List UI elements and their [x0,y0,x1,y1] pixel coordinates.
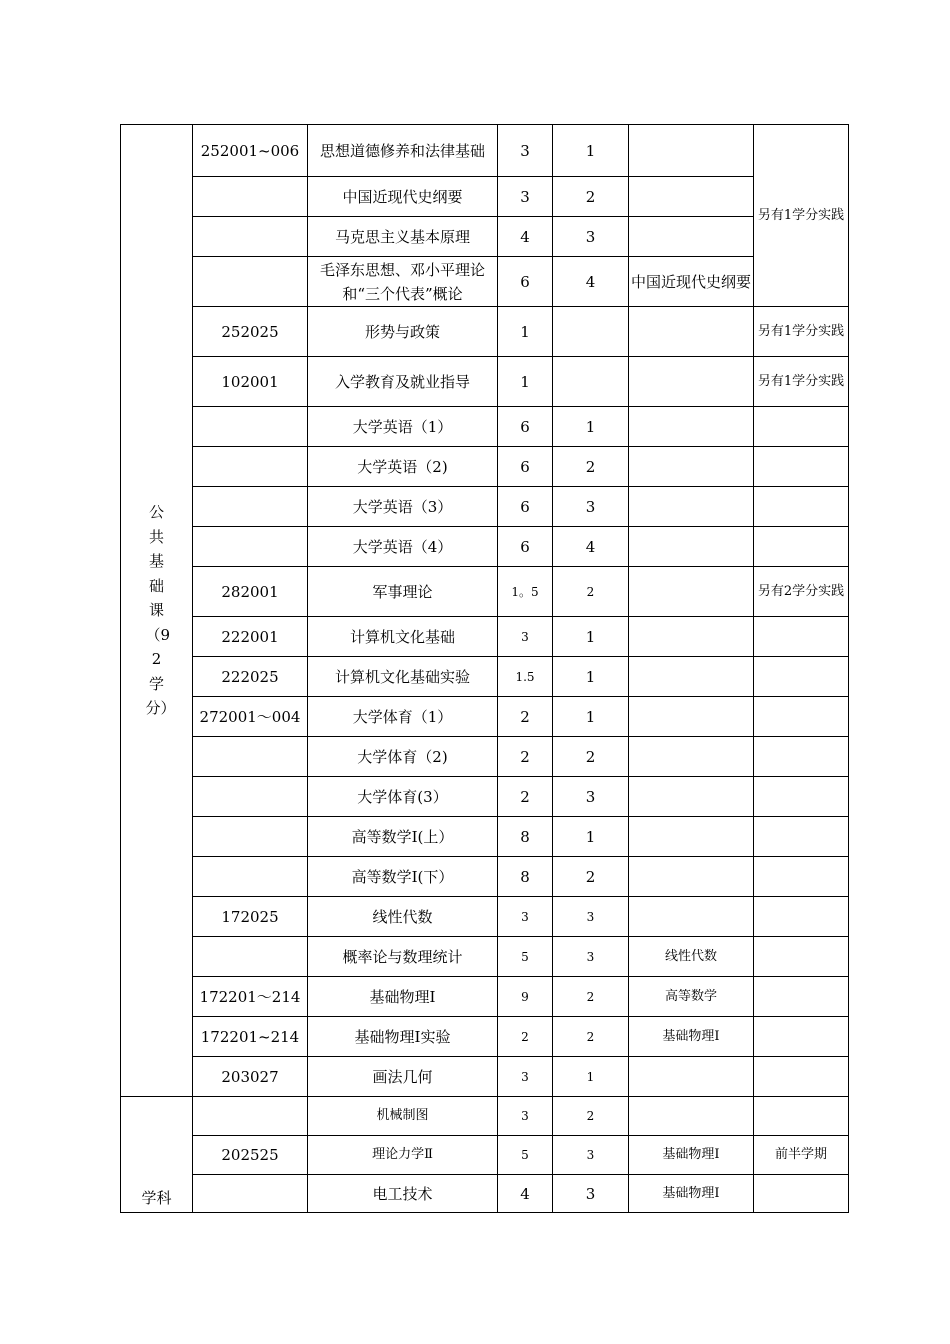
table-row [121,1136,849,1175]
course-name: 大学英语（2) [308,447,498,487]
course-code [193,777,308,817]
course-semester: 3 [553,217,629,257]
course-semester: 1 [553,617,629,657]
course-prereq [629,697,754,737]
course-credits: 6 [498,447,553,487]
course-code: 172025 [193,897,308,937]
course-code [193,817,308,857]
course-name: 形势与政策 [308,307,498,357]
course-semester: 4 [553,257,629,307]
course-semester: 2 [553,1097,629,1136]
table-row [121,777,849,817]
course-note [754,527,849,567]
course-credits: 2 [498,737,553,777]
course-credits: 6 [498,257,553,307]
table-row [121,527,849,567]
course-code: 172201~214 [193,1017,308,1057]
course-semester: 3 [553,777,629,817]
course-code: 282001 [193,567,308,617]
course-credits: 3 [498,1097,553,1136]
course-name: 计算机文化基础 [308,617,498,657]
course-prereq: 线性代数 [629,937,754,977]
course-name: 军事理论 [308,567,498,617]
course-prereq: 基础物理Ⅰ [629,1136,754,1175]
table-row [121,617,849,657]
course-code: 222001 [193,617,308,657]
table-row [121,217,849,257]
course-name: 大学体育（1） [308,697,498,737]
course-name: 思想道德修养和法律基础 [308,125,498,177]
course-prereq [629,657,754,697]
course-credits: 8 [498,817,553,857]
course-code [193,527,308,567]
course-name: 大学体育(3） [308,777,498,817]
table-row [121,487,849,527]
course-credits: 2 [498,777,553,817]
course-semester: 3 [553,1136,629,1175]
course-name: 高等数学Ⅰ(上） [308,817,498,857]
course-name: 马克思主义基本原理 [308,217,498,257]
course-prereq: 高等数学 [629,977,754,1017]
table-row [121,937,849,977]
course-note [754,817,849,857]
table-row [121,1097,849,1136]
course-semester: 3 [553,897,629,937]
course-name: 大学体育（2) [308,737,498,777]
course-credits: 5 [498,937,553,977]
course-semester: 1 [553,407,629,447]
course-semester: 1 [553,1057,629,1097]
table-row [121,1057,849,1097]
course-code [193,447,308,487]
course-name: 概率论与数理统计 [308,937,498,977]
course-name: 大学英语（1） [308,407,498,447]
course-credits: 3 [498,125,553,177]
course-note [754,1175,849,1213]
course-code [193,857,308,897]
course-code: 203027 [193,1057,308,1097]
course-prereq [629,217,754,257]
course-credits: 9 [498,977,553,1017]
course-note [754,1017,849,1057]
course-prereq [629,1097,754,1136]
course-name: 基础物理Ⅰ [308,977,498,1017]
course-name: 画法几何 [308,1057,498,1097]
course-note [754,1057,849,1097]
course-note [754,777,849,817]
course-credits: 1.5 [498,657,553,697]
course-code: 272001～004 [193,697,308,737]
table-row [121,737,849,777]
table-row [121,697,849,737]
course-credits: 3 [498,617,553,657]
course-code [193,257,308,307]
table-row [121,357,849,407]
course-prereq: 基础物理Ⅰ [629,1017,754,1057]
course-note [754,657,849,697]
course-name: 中国近现代史纲要 [308,177,498,217]
course-credits: 6 [498,487,553,527]
course-note [754,1097,849,1136]
course-prereq [629,447,754,487]
course-prereq [629,527,754,567]
course-prereq [629,357,754,407]
table-row [121,977,849,1017]
course-prereq: 基础物理Ⅰ [629,1175,754,1213]
course-credits: 1。5 [498,567,553,617]
course-code: 202525 [193,1136,308,1175]
course-note: 另有1学分实践 [754,125,849,307]
course-credits: 2 [498,697,553,737]
course-note [754,897,849,937]
course-semester: 1 [553,697,629,737]
course-note: 前半学期 [754,1136,849,1175]
course-credits: 3 [498,897,553,937]
course-note [754,857,849,897]
course-name: 线性代数 [308,897,498,937]
course-code [193,407,308,447]
course-semester: 3 [553,487,629,527]
course-note [754,937,849,977]
course-semester: 3 [553,937,629,977]
course-note: 另有2学分实践 [754,567,849,617]
course-name: 机械制图 [308,1097,498,1136]
course-credits: 4 [498,1175,553,1213]
course-code [193,1175,308,1213]
course-table [120,124,849,1213]
course-name: 理论力学Ⅱ [308,1136,498,1175]
course-name: 计算机文化基础实验 [308,657,498,697]
table-row [121,1175,849,1213]
course-prereq [629,125,754,177]
course-credits: 6 [498,527,553,567]
course-semester: 2 [553,857,629,897]
course-name: 毛泽东思想、邓小平理论和“三个代表”概论 [308,257,498,307]
course-credits: 3 [498,1057,553,1097]
course-prereq: 中国近现代史纲要 [629,257,754,307]
course-code: 252001~006 [193,125,308,177]
table-row [121,657,849,697]
category-cell-subject: 学科 [121,1097,193,1213]
course-code: 222025 [193,657,308,697]
table-row [121,407,849,447]
course-credits: 2 [498,1017,553,1057]
course-code [193,1097,308,1136]
course-code [193,737,308,777]
course-name: 高等数学Ⅰ(下） [308,857,498,897]
course-credits: 8 [498,857,553,897]
table-row [121,125,849,177]
course-prereq [629,1057,754,1097]
course-semester: 1 [553,657,629,697]
course-credits: 1 [498,307,553,357]
course-prereq [629,777,754,817]
course-code [193,937,308,977]
course-semester: 4 [553,527,629,567]
course-name: 大学英语（4） [308,527,498,567]
table-row [121,817,849,857]
course-semester [553,357,629,407]
course-semester: 2 [553,177,629,217]
course-name: 电工技术 [308,1175,498,1213]
course-prereq [629,897,754,937]
course-note [754,737,849,777]
course-semester: 2 [553,1017,629,1057]
course-code [193,177,308,217]
table-row [121,447,849,487]
course-code: 102001 [193,357,308,407]
course-credits: 3 [498,177,553,217]
course-prereq [629,857,754,897]
course-code [193,487,308,527]
course-semester: 2 [553,737,629,777]
course-prereq [629,177,754,217]
course-code: 252025 [193,307,308,357]
table-row [121,567,849,617]
course-name: 入学教育及就业指导 [308,357,498,407]
course-note [754,487,849,527]
course-semester: 2 [553,977,629,1017]
table-row [121,307,849,357]
table-row [121,257,849,307]
course-credits: 1 [498,357,553,407]
category-cell-public: 公共基础课（92学分） [121,125,193,1097]
course-note [754,977,849,1017]
table-row [121,177,849,217]
course-prereq [629,407,754,447]
table-row [121,897,849,937]
course-semester: 3 [553,1175,629,1213]
course-name: 大学英语（3） [308,487,498,527]
course-semester [553,307,629,357]
course-semester: 1 [553,817,629,857]
course-note [754,407,849,447]
course-prereq [629,737,754,777]
course-note: 另有1学分实践 [754,307,849,357]
course-note [754,697,849,737]
course-semester: 2 [553,447,629,487]
course-credits: 4 [498,217,553,257]
course-note [754,447,849,487]
course-prereq [629,817,754,857]
course-credits: 5 [498,1136,553,1175]
course-prereq [629,567,754,617]
course-semester: 1 [553,125,629,177]
course-note [754,617,849,657]
course-prereq [629,487,754,527]
table-row [121,1017,849,1057]
course-semester: 2 [553,567,629,617]
course-prereq [629,617,754,657]
course-code [193,217,308,257]
course-note: 另有1学分实践 [754,357,849,407]
table-row [121,857,849,897]
course-credits: 6 [498,407,553,447]
course-prereq [629,307,754,357]
course-name: 基础物理Ⅰ实验 [308,1017,498,1057]
course-code: 172201～214 [193,977,308,1017]
